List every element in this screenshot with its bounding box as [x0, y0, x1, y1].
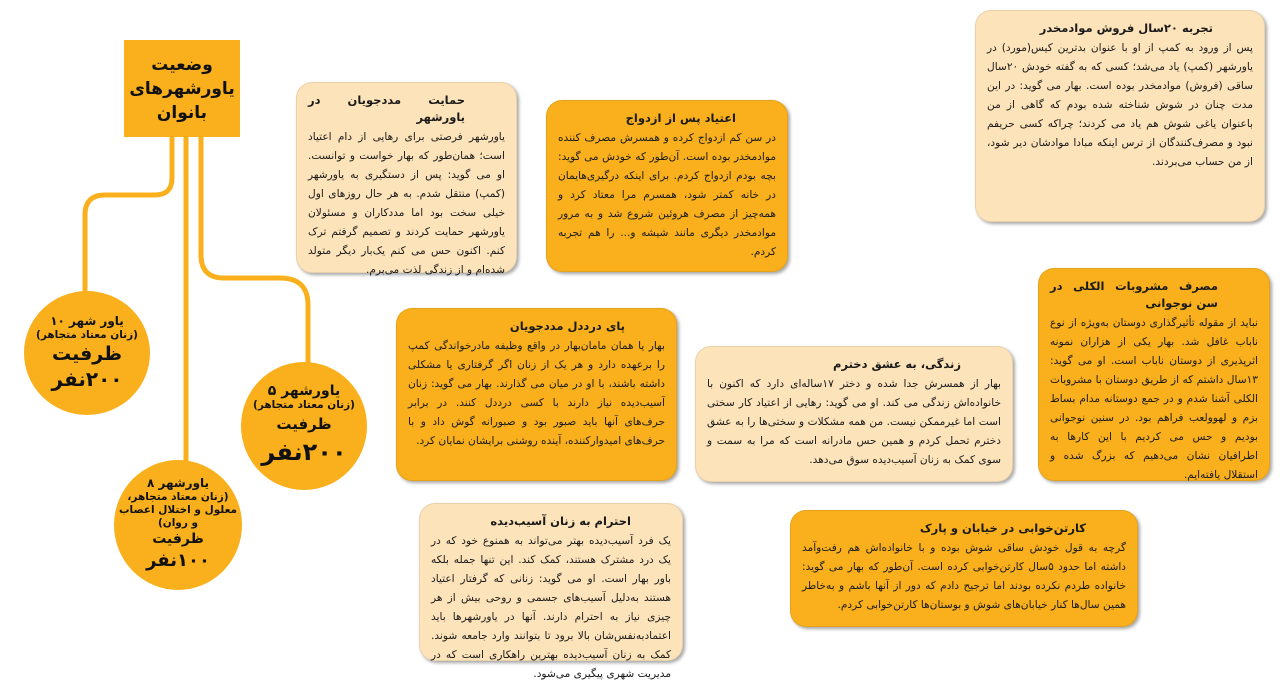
connector-line-10 — [85, 137, 172, 295]
title-line: وضعیت — [151, 54, 213, 75]
story-title: مصرف مشروبات الکلی در سن نوجوانی — [1050, 279, 1218, 310]
story-body: نباید از مقوله تأثیرگذاری دوستان به‌ویژه از نوع ناباب غافل شد. بهار یکی از هزاران نمونه اثرپذیری از دوستان ناباب است. او می گوید: ۱۳سال داشتم که از طریق دوستان با مشروبات الکلی آشنا شدم و در جمع دوستانه مدام بساط بزم و لهوولعب فراهم بود. در سنین نوجوانی بودیم و حس می کردیم با این کارها به اطرافیان نشان می‌دهیم که بزرگ شده و استقلال یافته‌ایم. — [1050, 317, 1258, 481]
story-body: گرچه به قول خودش ساقی شوش بوده و با خانواده‌اش هم رفت‌وآمد داشته اما حدود ۵سال کارتن‌خوابی کرده است. آن‌طور که بهار می گوید: خانواده طردم نکرده بودند اما ترجیح دادم که دور از آنها باشم و به‌خاطر همین سال‌ها کنار خیابان‌های شوش و بوستان‌ها کارتن‌خوابی کردم. — [802, 542, 1126, 611]
story-body: پس از ورود به کمپ از او با عنوان بدترین کیس(مورد) در یاورشهر (کمپ) یاد می‌شد؛ کسی که به گفته خودش ۲۰سال ساقی (فروش) موادمخدر بوده است. بهار می گوید: در این مدت چنان در شوش شناخته شده بودم که گاهی از من باعنوان یاغی شوش هم یاد می کردند؛ چراکه کسی حریفم نبود و مصرف‌کنندگان از ترس اینکه مبادا موادشان دیر شود، از من حساب می‌بردند. — [987, 42, 1253, 168]
branch-yavarshahr-8 — [114, 460, 242, 590]
branch-name: یاورشهر ۸ — [146, 476, 210, 490]
story-alcohol — [1038, 268, 1270, 481]
capacity-label: ظرفیت — [51, 343, 123, 365]
branch-name: یاورشهر ۵ — [267, 383, 341, 399]
branch-yavarshahr-5 — [241, 362, 367, 490]
story-listening — [396, 308, 677, 481]
story-title: زندگی، به عشق دخترم — [833, 357, 961, 371]
story-title: احترام به زنان آسیب‌دیده — [490, 514, 631, 528]
story-title: کارتن‌خوابی در خیابان و پارک — [919, 521, 1086, 535]
branch-group: (زنان معتاد متجاهر) — [253, 399, 355, 411]
story-title: حمایت مددجویان در یاورشهر — [308, 93, 465, 124]
title-line: بانوان — [156, 102, 208, 123]
story-drug-dealing — [975, 10, 1265, 222]
capacity-value: ۱۰۰نفر — [146, 550, 210, 571]
branch-group: (زنان معتاد متجاهر، معلول و اختلال اعصاب و روان) — [118, 491, 238, 529]
story-body: یک فرد آسیب‌دیده بهتر می‌تواند به همنوع خود که در یک درد مشترک هستند، کمک کند. این تنها جمله بلکه باور بهار است. او می گوید: زنانی که گرفتار اعتیاد هستند به‌دلیل آسیب‌های جسمی و روحی بیش از هر چیزی نیاز به احترام دارند. آنها در یاورشهرها باید اعتمادبه‌نفس‌شان بالا برود تا بتوانند وارد جامعه شوند. کمک به زنان آسیب‌دیده بهترین راهکاری است که در مدیریت شهری پیگیری می‌شود. — [431, 535, 671, 680]
story-addiction-after-marriage — [546, 100, 788, 272]
branch-yavarshahr-10 — [24, 291, 150, 415]
capacity-value: ۲۰۰نفر — [261, 438, 347, 466]
branch-group: (زنان معتاد متجاهر) — [36, 329, 138, 341]
capacity-label: ظرفیت — [152, 531, 204, 547]
story-title: اعتیاد پس از ازدواج — [625, 111, 736, 125]
story-title: تجربه ۲۰سال فروش موادمخدر — [1039, 21, 1213, 35]
story-respect — [419, 503, 683, 680]
story-body: بهار از همسرش جدا شده و دختر ۱۷ساله‌ای دارد که اکنون با خانواده‌اش زندگی می کند. او می گوید: رهایی از اعتیاد کار سختی است اما غیرممکن نیست. من همه مشکلات و سختی‌ها را به عشق دخترم تحمل کردم و همین حس مادرانه است که مرا به سمت و سوی کمک به زنان آسیب‌دیده سوق می‌دهد. — [707, 378, 1001, 466]
story-homelessness — [790, 510, 1138, 627]
story-body: یاورشهر فرصتی برای رهایی از دام اعتیاد است؛ همان‌طور که بهار خواست و توانست. او می گوید: پس از دستگیری به یاورشهر (کمپ) منتقل شدم. به هر حال روزهای اول خیلی سخت بود اما مددکاران و مسئولان یاورشهر حمایت کردند و تصمیم گرفتم ترک کنم. اکنون حس می کنم یک‌بار دیگر متولد شده‌ام و از زندگی لذت می‌برم. — [308, 131, 505, 276]
story-body: در سن کم ازدواج کرده و همسرش مصرف کننده موادمخدر بوده است. آن‌طور که خودش می گوید: بچه بودم ازدواج کردم. برای اینکه درگیری‌هایمان در خانه کمتر شود، همسرم مرا معتاد کرد و همه‌چیز از مصرف هروئین شروع شد و به مرور موادمخدر دیگری مانند شیشه و... را هم تجربه کردم. — [558, 132, 776, 258]
story-title: پای درددل مددجویان — [509, 319, 625, 333]
story-daughter — [695, 346, 1013, 482]
story-body: بهار یا همان مامان‌بهار در واقع وظیفه مادرخواندگی کمپ را برعهده دارد و هر یک از زنان اگر گرفتاری یا مشکلی داشته باشند، با او در میان می گذارند. بهار می گوید: زنان آسیب‌دیده نیاز دارند با کسی درددل کنند. در برابر حرف‌های آنها باید صبور بود و صبورانه گوش داد و با حرف‌های امیدوارکننده، آینده روشنی برایشان نمایان کرد. — [408, 340, 665, 447]
story-support — [296, 82, 517, 276]
capacity-label: ظرفیت — [276, 415, 332, 433]
connector-line-5 — [201, 137, 308, 365]
branch-name: یاور شهر ۱۰ — [50, 314, 124, 328]
title-line: یاورشهرهای — [129, 78, 235, 99]
capacity-value: ۲۰۰نفر — [51, 367, 123, 391]
page-title — [124, 40, 240, 137]
